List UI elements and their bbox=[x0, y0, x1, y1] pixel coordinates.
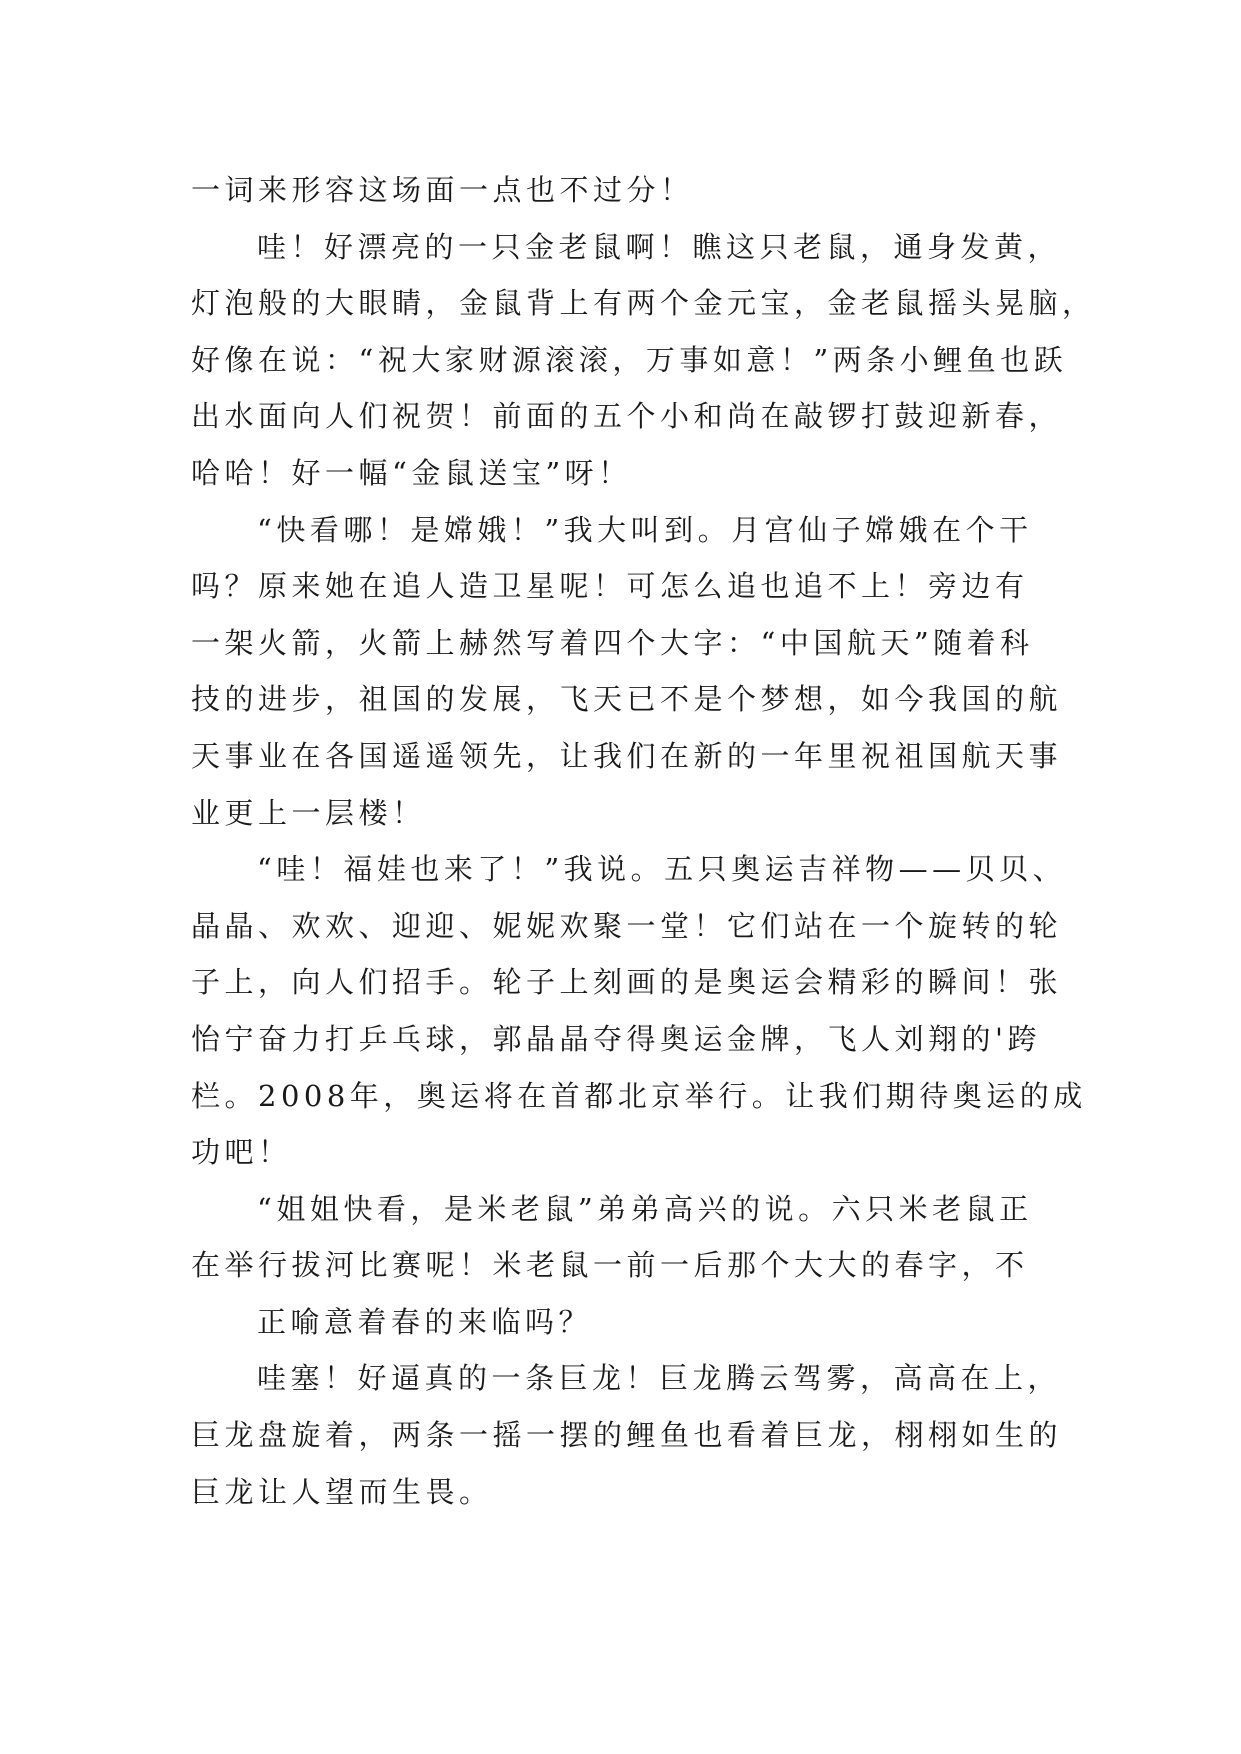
text-line: 子上，向人们招手。轮子上刻画的是奥运会精彩的瞬间！张 bbox=[191, 965, 1063, 1000]
text-line: 正喻意着春的来临吗？ bbox=[257, 1304, 593, 1339]
text-line: 业更上一层楼！ bbox=[191, 795, 426, 830]
text-line: 哈哈！好一幅“金鼠送宝”呀！ bbox=[191, 455, 632, 490]
text-line: 巨龙让人望而生畏。 bbox=[191, 1474, 493, 1509]
text-line: 在举行拔河比赛呢！米老鼠一前一后那个大大的春字，不 bbox=[191, 1248, 1029, 1283]
text-line: 哇塞！好逼真的一条巨龙！巨龙腾云驾雾，高高在上， bbox=[257, 1361, 1062, 1396]
text-line: “哇！福娃也来了！”我说。五只奥运吉祥物——贝贝、 bbox=[257, 852, 1067, 887]
text-line: 怡宁奋力打乒乓球，郭晶晶夺得奥运金牌，飞人刘翔的'跨 bbox=[191, 1021, 1041, 1056]
text-line: 巨龙盘旋着，两条一摇一摆的鲤鱼也看着巨龙，栩栩如生的 bbox=[191, 1418, 1063, 1453]
text-line: “快看哪！是嫦娥！”我大叫到。月宫仙子嫦娥在个干 bbox=[257, 512, 1033, 547]
text-line: 天事业在各国遥遥领先，让我们在新的一年里祝祖国航天事 bbox=[191, 738, 1063, 773]
text-line: 晶晶、欢欢、迎迎、妮妮欢聚一堂！它们站在一个旋转的轮 bbox=[191, 908, 1063, 943]
text-line: 一词来形容这场面一点也不过分！ bbox=[191, 173, 694, 207]
text-line: 吗？原来她在追人造卫星呢！可怎么追也追不上！旁边有 bbox=[191, 569, 1029, 604]
text-line: 出水面向人们祝贺！前面的五个小和尚在敲锣打鼓迎新春， bbox=[191, 399, 1063, 434]
text-line: 技的进步，祖国的发展，飞天已不是个梦想，如今我国的航 bbox=[191, 682, 1063, 717]
text-line: 栏。2008年，奥运将在首都北京举行。让我们期待奥运的成 bbox=[191, 1078, 1087, 1113]
text-line: “姐姐快看，是米老鼠”弟弟高兴的说。六只米老鼠正 bbox=[257, 1191, 1033, 1226]
text-line: 功吧！ bbox=[191, 1135, 292, 1170]
text-line: 一架火箭，火箭上赫然写着四个大字：“中国航天”随着科 bbox=[191, 625, 1034, 660]
text-line: 哇！好漂亮的一只金老鼠啊！瞧这只老鼠，通身发黄， bbox=[257, 229, 1062, 264]
text-line: 好像在说：“祝大家财源滚滚，万事如意！”两条小鲤鱼也跃 bbox=[191, 342, 1068, 377]
document-body bbox=[191, 162, 1096, 1520]
text-line: 灯泡般的大眼睛，金鼠背上有两个金元宝，金老鼠摇头晃脑， bbox=[191, 286, 1096, 321]
